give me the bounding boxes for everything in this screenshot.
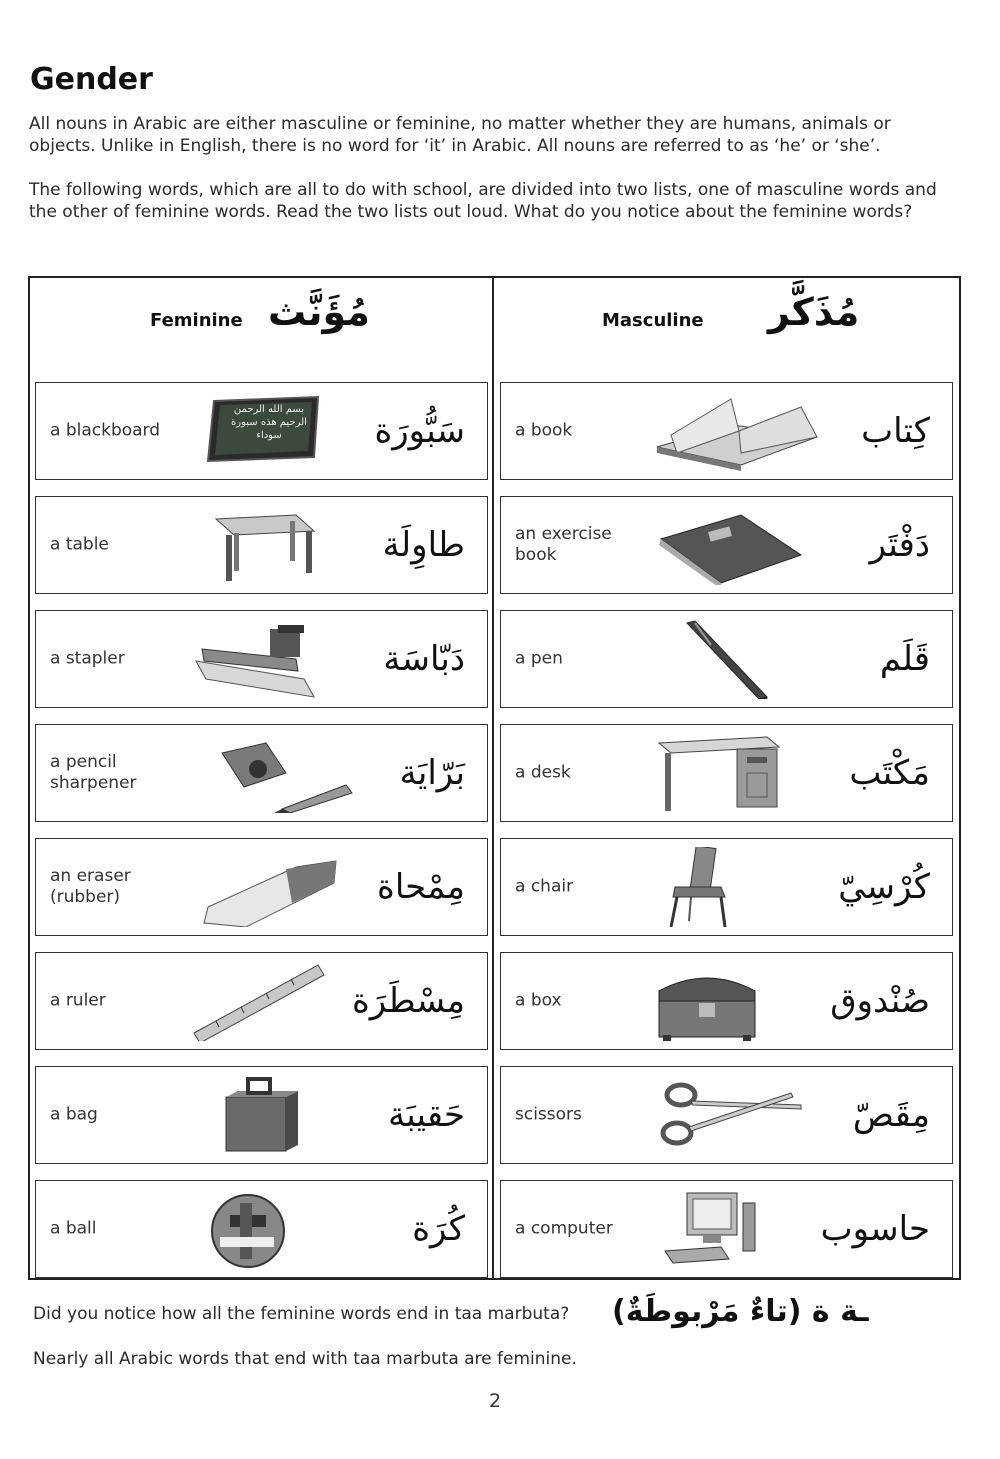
masculine-header-arabic: مُذَكَّر	[768, 290, 860, 334]
arabic-word: بَرّايَة	[399, 753, 465, 793]
arabic-word: مِقَصّ	[852, 1095, 930, 1135]
stapler-picture	[186, 619, 356, 699]
blackboard-writing: بسم الله الرحمن الرحيم هذه سبورة سوداء	[231, 404, 307, 441]
english-word: scissors	[515, 1104, 582, 1125]
vocab-card-ruler	[35, 952, 488, 1050]
footer-question: Did you notice how all the feminine words end in taa marbuta?	[33, 1304, 570, 1324]
pen-picture	[651, 619, 821, 699]
ruler-picture	[186, 961, 356, 1041]
feminine-column-header	[36, 286, 498, 366]
masculine-column-header	[500, 286, 962, 366]
vocab-card-blackboard	[35, 382, 488, 480]
english-word: a ball	[50, 1218, 97, 1239]
vocab-card-eraser	[35, 838, 488, 936]
vocab-card-scissors	[500, 1066, 953, 1164]
english-word: a stapler	[50, 648, 125, 669]
english-word: a box	[515, 990, 562, 1011]
arabic-word: قَلَم	[879, 639, 930, 679]
table-picture	[186, 505, 356, 585]
english-word: an exercise book	[515, 524, 612, 565]
english-word: a chair	[515, 876, 574, 897]
arabic-word: مَكْتَب	[849, 753, 930, 793]
english-word: a bag	[50, 1104, 98, 1125]
arabic-word: طاوِلَة	[382, 525, 465, 565]
english-word: an eraser (rubber)	[50, 866, 131, 907]
vocab-card-ball	[35, 1180, 488, 1278]
arabic-word: حاسوب	[820, 1209, 930, 1249]
arabic-word: دَبّاسَة	[383, 639, 465, 679]
page-number: 2	[489, 1390, 502, 1412]
english-word: a computer	[515, 1218, 613, 1239]
arabic-word: مِسْطَرَة	[351, 981, 465, 1021]
english-word: a desk	[515, 762, 571, 783]
arabic-word: سَبُّورَة	[374, 411, 465, 451]
arabic-word: صُنْدوق	[830, 981, 930, 1021]
english-word: a book	[515, 420, 573, 441]
vocab-card-bag	[35, 1066, 488, 1164]
vocab-card-computer	[500, 1180, 953, 1278]
masculine-header-label: Masculine	[602, 310, 704, 331]
english-word: a table	[50, 534, 109, 555]
ball-picture	[186, 1189, 356, 1269]
arabic-word: كُرَة	[412, 1209, 465, 1249]
footer-note: Nearly all Arabic words that end with taa marbuta are feminine.	[33, 1349, 577, 1369]
bag-picture	[186, 1075, 356, 1155]
vocab-card-exercise-book	[500, 496, 953, 594]
computer-picture	[651, 1189, 821, 1269]
arabic-word: كُرْسِيّ	[838, 867, 930, 907]
eraser-picture	[186, 847, 356, 927]
arabic-word: حَقيبَة	[388, 1095, 465, 1135]
feminine-header-arabic: مُؤَنَّث	[268, 290, 370, 334]
vocab-card-stapler	[35, 610, 488, 708]
page-title: Gender	[30, 62, 153, 97]
vocab-card-book	[500, 382, 953, 480]
pencil-sharpener-picture	[186, 733, 356, 813]
english-word: a pen	[515, 648, 563, 669]
feminine-header-label: Feminine	[150, 310, 243, 331]
english-word: a blackboard	[50, 420, 161, 441]
vocab-card-pen	[500, 610, 953, 708]
vocab-card-desk	[500, 724, 953, 822]
vocab-card-chair	[500, 838, 953, 936]
blackboard-picture	[186, 391, 356, 471]
exercise-book-picture	[651, 505, 821, 585]
intro-paragraph-2: The following words, which are all to do with school, are divided into two lists, one of masculine words and the other of feminine words. Read the two lists out loud. What do you notice about the feminine words?	[29, 180, 937, 222]
english-word: a ruler	[50, 990, 106, 1011]
taa-marbuta-arabic: ـة ة (تاءٌ مَرْبوطَةٌ)	[612, 1294, 869, 1329]
vocab-card-table	[35, 496, 488, 594]
vocab-card-pencil-sharpener	[35, 724, 488, 822]
chair-picture	[651, 847, 821, 927]
arabic-word: كِتاب	[861, 411, 930, 451]
column-divider	[492, 276, 494, 1280]
box-picture	[651, 961, 821, 1041]
arabic-word: دَفْتَر	[869, 525, 930, 565]
vocab-card-box	[500, 952, 953, 1050]
english-word: a pencil sharpener	[50, 752, 137, 793]
intro-paragraph-1: All nouns in Arabic are either masculine or feminine, no matter whether they are humans, animals or objects. Unlike in English, there is no word for ‘it’ in Arabic. All nouns are referred to as ‘he’ or ‘she’.	[29, 114, 891, 156]
book-picture	[651, 391, 821, 471]
arabic-word: مِمْحاة	[377, 867, 465, 907]
scissors-picture	[651, 1075, 821, 1155]
desk-picture	[651, 733, 821, 813]
